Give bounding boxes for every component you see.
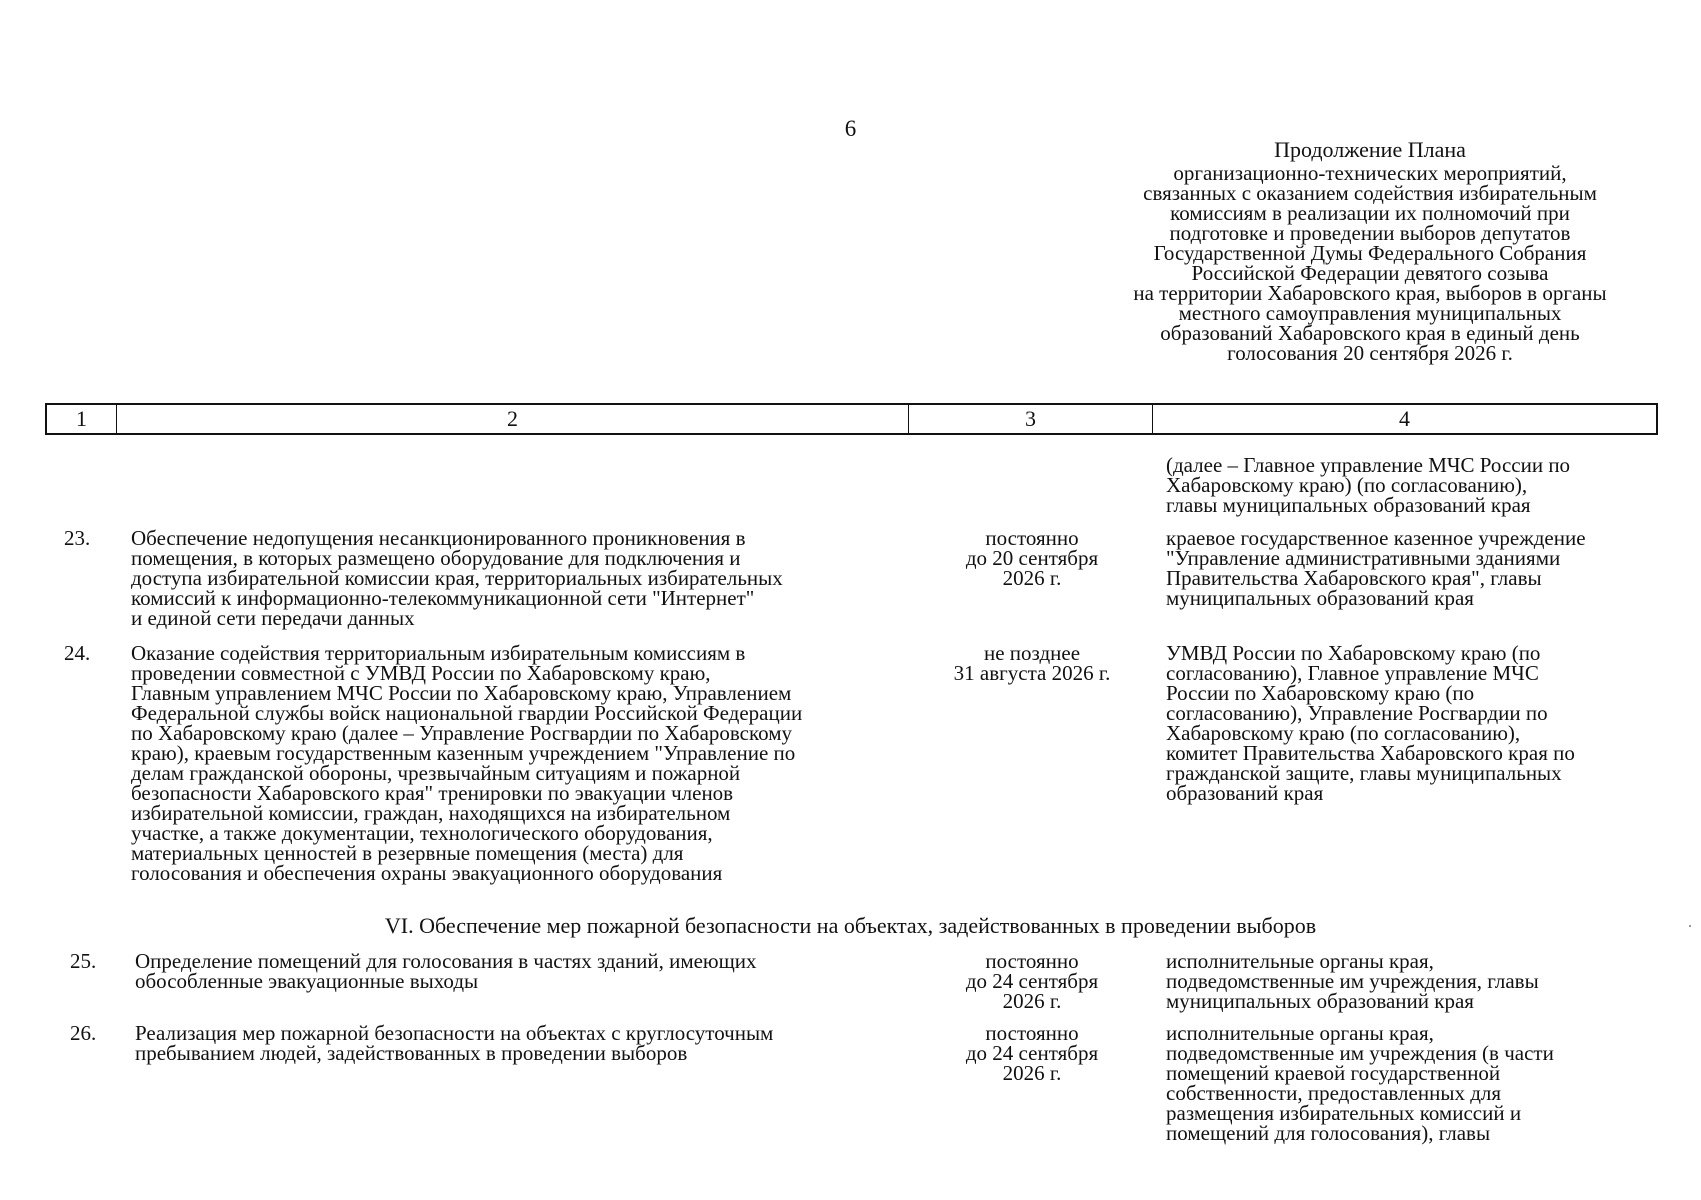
text-line: Хабаровскому краю (по согласованию),: [1166, 721, 1521, 745]
text-line: краю), краевым государственным казенным учреждением "Управление по: [131, 741, 796, 765]
row-task: [135, 1023, 773, 1063]
text-line: постоянно: [985, 526, 1079, 550]
text-line: согласованию), Управление Росгвардии по: [1166, 701, 1548, 725]
header-title: Продолжение Плана: [1274, 137, 1466, 162]
text-line: собственности, предоставленных для: [1166, 1081, 1502, 1105]
continuation-responsible: [1166, 455, 1570, 515]
row-number: 25.: [70, 949, 97, 973]
row-deadline: [920, 1023, 1144, 1083]
text-line: доступа избирательной комиссии края, территориальных избирательных: [131, 566, 783, 590]
row-number: 24.: [64, 641, 91, 665]
text-line: постоянно: [985, 949, 1079, 973]
text-line: Главным управлением МЧС России по Хабаровскому краю, Управлением: [131, 681, 792, 705]
text-line: Обеспечение недопущения несанкционированного проникновения в: [131, 526, 746, 550]
text-line: обособленные эвакуационные выходы: [135, 969, 479, 993]
table-column-header: [45, 403, 1658, 435]
text-line: 2026 г.: [1002, 566, 1062, 590]
text-line: УМВД России по Хабаровскому краю (по: [1166, 641, 1541, 665]
row-task: [131, 643, 802, 883]
text-line: комиссий к информационно-телекоммуникационной сети "Интернет": [131, 586, 755, 610]
text-line: 2026 г.: [1002, 1061, 1062, 1085]
plan-header: [1080, 138, 1660, 363]
text-line: подведомственные им учреждения, главы: [1166, 969, 1539, 993]
header-line: образований Хабаровского края в единый день: [1160, 321, 1580, 345]
column-header-4: 4: [1399, 406, 1410, 431]
row-number: 23.: [64, 526, 91, 550]
header-line: на территории Хабаровского края, выборов в органы: [1133, 281, 1607, 305]
text-line: участке, а также документации, технологического оборудования,: [131, 821, 713, 845]
text-line: Реализация мер пожарной безопасности на объектах с круглосуточным: [135, 1021, 774, 1045]
text-line: согласованию), Главное управление МЧС: [1166, 661, 1539, 685]
scan-speck: [1689, 925, 1691, 927]
text-line: Оказание содействия территориальным избирательным комиссиям в: [131, 641, 746, 665]
text-line: исполнительные органы края,: [1166, 949, 1434, 973]
text-line: до 24 сентября: [965, 1041, 1099, 1065]
text-line: избирательной комиссии, граждан, находящихся на избирательном: [131, 801, 731, 825]
row-task: [131, 528, 783, 628]
text-line: муниципальных образований края: [1166, 989, 1474, 1013]
text-line: краевое государственное казенное учреждение: [1166, 526, 1586, 550]
header-line: подготовке и проведении выборов депутатов: [1169, 221, 1571, 245]
text-line: делам гражданской обороны, чрезвычайным ситуациям и пожарной: [131, 761, 741, 785]
text-line: гражданской защите, главы муниципальных: [1166, 761, 1562, 785]
text-line: подведомственные им учреждения (в части: [1166, 1041, 1554, 1065]
row-responsible: [1166, 643, 1575, 803]
section-title: VI. Обеспечение мер пожарной безопасности на объектах, задействованных в проведении выборов: [384, 913, 1317, 938]
text-line: пребыванием людей, задействованных в проведении выборов: [135, 1041, 688, 1065]
row-deadline: [920, 951, 1144, 1011]
header-line: Российской Федерации девятого созыва: [1191, 261, 1549, 285]
row-deadline: [920, 643, 1144, 683]
text-line: размещения избирательных комиссий и: [1166, 1101, 1522, 1125]
row-responsible: [1166, 528, 1586, 608]
text-line: России по Хабаровскому краю (по: [1166, 681, 1475, 705]
text-line: материальных ценностей в резервные помещения (места) для: [131, 841, 684, 865]
column-header-1: 1: [47, 405, 117, 433]
text-line: и единой сети передачи данных: [131, 606, 415, 630]
column-header-3: 3: [909, 405, 1153, 433]
text-line: по Хабаровскому краю (далее – Управление Росгвардии по Хабаровскому: [131, 721, 793, 745]
header-line: организационно-технических мероприятий,: [1173, 161, 1567, 185]
text-line: Федеральной службы войск национальной гвардии Российской Федерации: [131, 701, 803, 725]
text-line: исполнительные органы края,: [1166, 1021, 1434, 1045]
text-line: до 20 сентября: [965, 546, 1099, 570]
column-header-2: 2: [117, 405, 909, 433]
row-responsible: [1166, 951, 1539, 1011]
text-line: образований края: [1166, 781, 1324, 805]
text-line: Определение помещений для голосования в частях зданий, имеющих: [135, 949, 757, 973]
page-number: 6: [844, 116, 857, 141]
row-responsible: [1166, 1023, 1554, 1143]
row-task: [135, 951, 757, 991]
text-line: не позднее: [983, 641, 1081, 665]
header-line: связанных с оказанием содействия избирательным: [1143, 181, 1597, 205]
header-line: местного самоуправления муниципальных: [1178, 301, 1562, 325]
text-line: Хабаровскому краю) (по согласованию),: [1166, 473, 1528, 497]
text-line: помещения, в которых размещено оборудование для подключения и: [131, 546, 741, 570]
text-line: Правительства Хабаровского края", главы: [1166, 566, 1542, 590]
header-line: голосования 20 сентября 2026 г.: [1227, 341, 1513, 365]
row-deadline: [920, 528, 1144, 588]
text-line: помещений для голосования), главы: [1166, 1121, 1491, 1145]
header-line: комиссиям в реализации их полномочий при: [1170, 201, 1570, 225]
text-line: главы муниципальных образований края: [1166, 493, 1531, 517]
text-line: "Управление административными зданиями: [1166, 546, 1561, 570]
text-line: (далее – Главное управление МЧС России по: [1166, 453, 1571, 477]
text-line: 31 августа 2026 г.: [953, 661, 1111, 685]
text-line: муниципальных образований края: [1166, 586, 1474, 610]
row-number: 26.: [70, 1021, 97, 1045]
text-line: комитет Правительства Хабаровского края по: [1166, 741, 1575, 765]
text-line: проведении совместной с УМВД России по Хабаровскому краю,: [131, 661, 711, 685]
header-line: Государственной Думы Федерального Собрания: [1153, 241, 1587, 265]
text-line: голосования и обеспечения охраны эвакуационного оборудования: [131, 861, 723, 885]
text-line: до 24 сентября: [965, 969, 1099, 993]
text-line: помещений краевой государственной: [1166, 1061, 1501, 1085]
text-line: постоянно: [985, 1021, 1079, 1045]
text-line: безопасности Хабаровского края" тренировки по эвакуации членов: [131, 781, 734, 805]
text-line: 2026 г.: [1002, 989, 1062, 1013]
